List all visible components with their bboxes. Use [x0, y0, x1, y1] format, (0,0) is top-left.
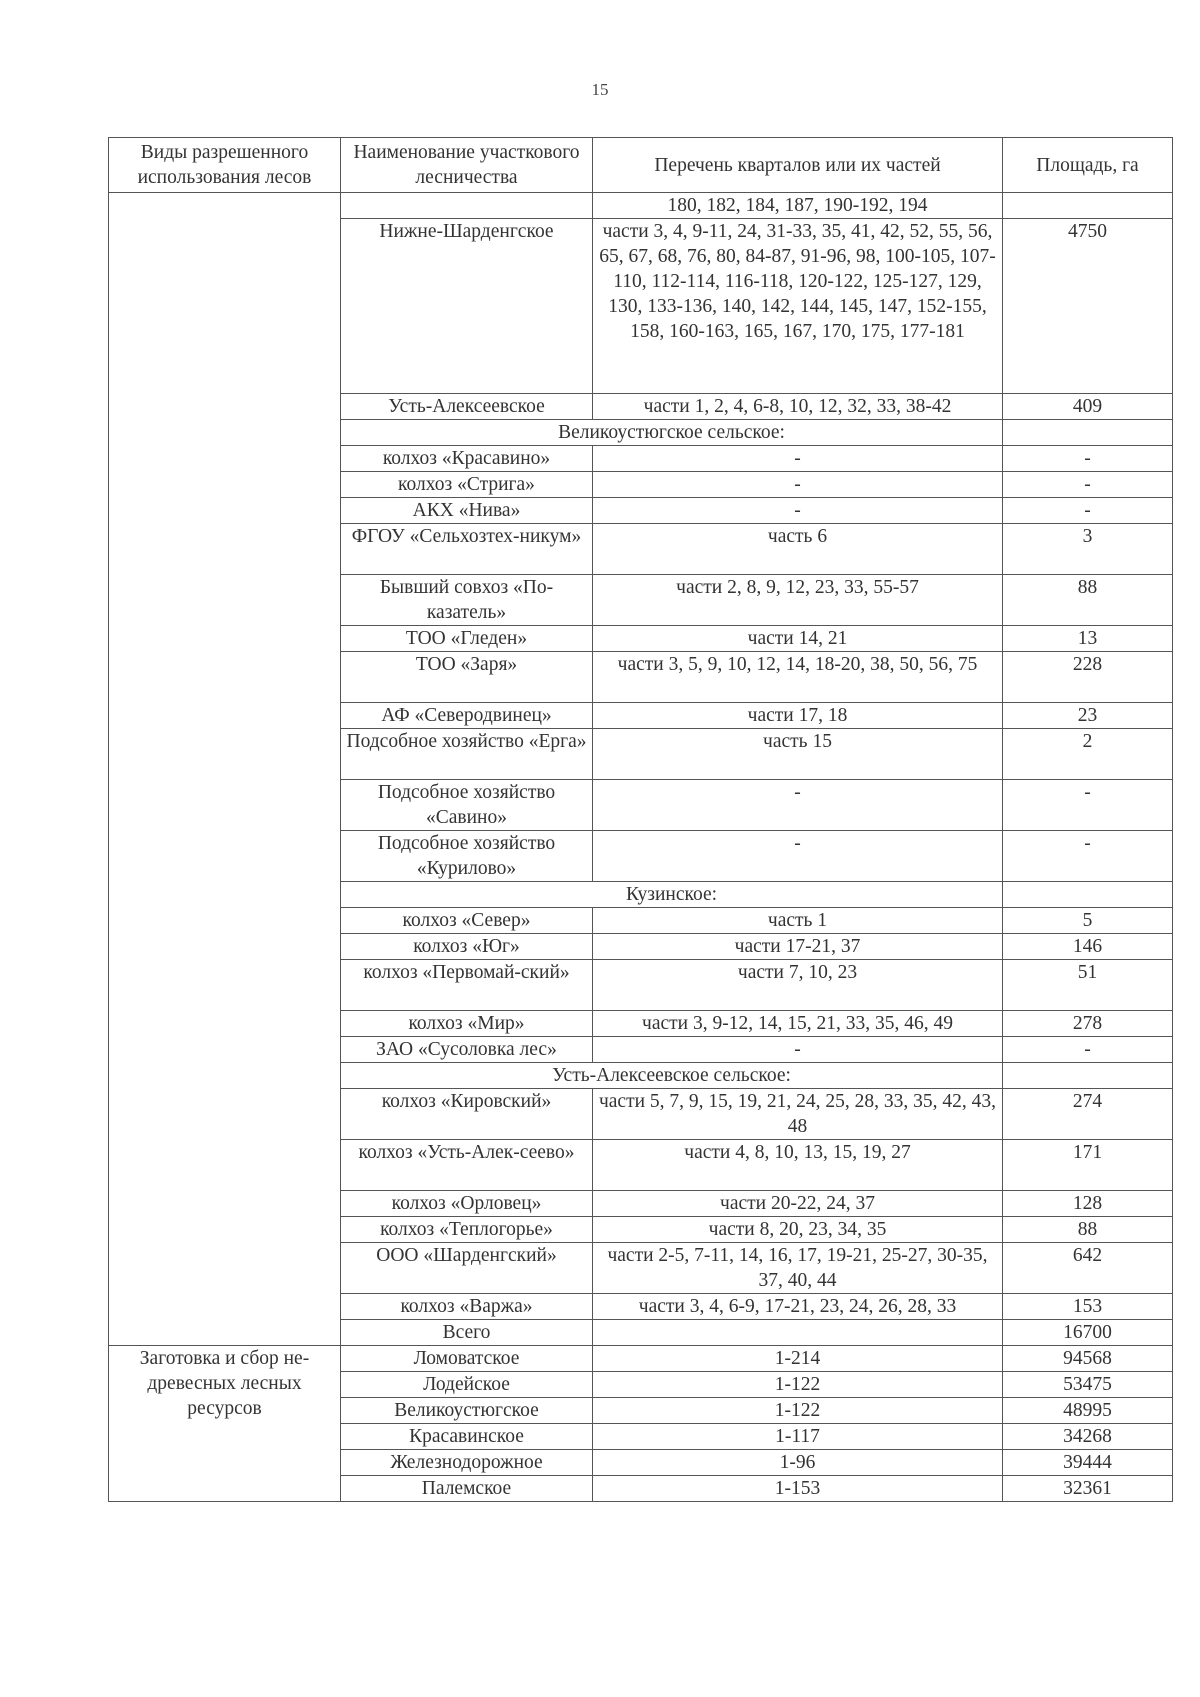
forest-use-table [108, 137, 1173, 1502]
quarters-cell: 180, 182, 184, 187, 190-192, 194 [593, 193, 1003, 219]
area-cell: 171 [1003, 1140, 1173, 1191]
forestry-cell: АКХ «Нива» [341, 498, 593, 524]
quarters-cell: части 14, 21 [593, 626, 1003, 652]
quarters-cell: части 8, 20, 23, 34, 35 [593, 1217, 1003, 1243]
area-cell: 153 [1003, 1294, 1173, 1320]
table-row [109, 1346, 1173, 1372]
quarters-cell: 1-96 [593, 1450, 1003, 1476]
forestry-cell: ТОО «Гледен» [341, 626, 593, 652]
area-cell: 409 [1003, 394, 1173, 420]
forestry-cell: колхоз «Север» [341, 908, 593, 934]
area-cell [1003, 193, 1173, 219]
forestry-cell: колхоз «Юг» [341, 934, 593, 960]
area-cell: 146 [1003, 934, 1173, 960]
area-cell: 2 [1003, 729, 1173, 780]
area-cell: - [1003, 831, 1173, 882]
area-cell: - [1003, 1037, 1173, 1063]
area-cell: 94568 [1003, 1346, 1173, 1372]
total-quarters-cell [593, 1320, 1003, 1346]
area-cell: - [1003, 498, 1173, 524]
forestry-cell: Железнодорожное [341, 1450, 593, 1476]
forestry-cell [341, 193, 593, 219]
forestry-cell: колхоз «Стрига» [341, 472, 593, 498]
quarters-cell: части 3, 4, 6-9, 17-21, 23, 24, 26, 28, 33 [593, 1294, 1003, 1320]
quarters-cell: - [593, 780, 1003, 831]
forestry-cell: Подсобное хозяйство «Ерга» [341, 729, 593, 780]
section-heading: Усть-Алексеевское сельское: [341, 1063, 1003, 1089]
area-cell: 23 [1003, 703, 1173, 729]
table-header-row [109, 138, 1173, 193]
area-cell: 51 [1003, 960, 1173, 1011]
forestry-cell: Нижне-Шарденгское [341, 219, 593, 394]
quarters-cell: 1-117 [593, 1424, 1003, 1450]
quarters-cell: - [593, 1037, 1003, 1063]
quarters-cell: - [593, 831, 1003, 882]
area-cell: 642 [1003, 1243, 1173, 1294]
header-area: Площадь, га [1003, 138, 1173, 193]
area-cell: 128 [1003, 1191, 1173, 1217]
section-area-cell [1003, 420, 1173, 446]
forestry-cell: Бывший совхоз «По-казатель» [341, 575, 593, 626]
forestry-cell: Подсобное хозяйство «Курилово» [341, 831, 593, 882]
area-cell: - [1003, 472, 1173, 498]
area-cell: 228 [1003, 652, 1173, 703]
quarters-cell: часть 15 [593, 729, 1003, 780]
forestry-cell: Великоустюгское [341, 1398, 593, 1424]
area-cell: 34268 [1003, 1424, 1173, 1450]
forestry-cell: колхоз «Первомай-ский» [341, 960, 593, 1011]
quarters-cell: часть 1 [593, 908, 1003, 934]
area-cell: 278 [1003, 1011, 1173, 1037]
use-type-cell [109, 193, 341, 1346]
section-heading: Кузинское: [341, 882, 1003, 908]
section-area-cell [1003, 1063, 1173, 1089]
area-cell: 32361 [1003, 1476, 1173, 1502]
area-cell: 3 [1003, 524, 1173, 575]
header-forestry: Наименование участкового лесничества [341, 138, 593, 193]
area-cell: 4750 [1003, 219, 1173, 394]
forestry-cell: ФГОУ «Сельхозтех-никум» [341, 524, 593, 575]
section-area-cell [1003, 882, 1173, 908]
area-cell: 39444 [1003, 1450, 1173, 1476]
forestry-cell: Ломоватское [341, 1346, 593, 1372]
quarters-cell: части 17-21, 37 [593, 934, 1003, 960]
quarters-cell: части 2, 8, 9, 12, 23, 33, 55-57 [593, 575, 1003, 626]
forestry-cell: Подсобное хозяйство «Савино» [341, 780, 593, 831]
quarters-cell: части 3, 5, 9, 10, 12, 14, 18-20, 38, 50, 56, 75 [593, 652, 1003, 703]
forestry-cell: колхоз «Усть-Алек-сеево» [341, 1140, 593, 1191]
forestry-cell: Лодейское [341, 1372, 593, 1398]
forestry-cell: ЗАО «Сусоловка лес» [341, 1037, 593, 1063]
area-cell: 5 [1003, 908, 1173, 934]
area-cell: 48995 [1003, 1398, 1173, 1424]
total-area: 16700 [1003, 1320, 1173, 1346]
quarters-cell: 1-153 [593, 1476, 1003, 1502]
table-row [109, 193, 1173, 219]
quarters-cell: - [593, 498, 1003, 524]
total-label: Всего [341, 1320, 593, 1346]
forestry-cell: колхоз «Кировский» [341, 1089, 593, 1140]
area-cell: 53475 [1003, 1372, 1173, 1398]
header-use-type: Виды разрешенного использования лесов [109, 138, 341, 193]
area-cell: 274 [1003, 1089, 1173, 1140]
forestry-cell: Усть-Алексеевское [341, 394, 593, 420]
forestry-cell: Палемское [341, 1476, 593, 1502]
area-cell: - [1003, 780, 1173, 831]
quarters-cell: часть 6 [593, 524, 1003, 575]
quarters-cell: части 7, 10, 23 [593, 960, 1003, 1011]
quarters-cell: 1-122 [593, 1372, 1003, 1398]
forestry-cell: колхоз «Красавино» [341, 446, 593, 472]
forestry-cell: колхоз «Орловец» [341, 1191, 593, 1217]
area-cell: 13 [1003, 626, 1173, 652]
quarters-cell: - [593, 472, 1003, 498]
forestry-cell: Красавинское [341, 1424, 593, 1450]
quarters-cell: части 17, 18 [593, 703, 1003, 729]
area-cell: - [1003, 446, 1173, 472]
forestry-cell: ТОО «Заря» [341, 652, 593, 703]
quarters-cell: части 20-22, 24, 37 [593, 1191, 1003, 1217]
forestry-cell: АФ «Северодвинец» [341, 703, 593, 729]
forestry-cell: колхоз «Варжа» [341, 1294, 593, 1320]
section-heading: Великоустюгское сельское: [341, 420, 1003, 446]
forestry-cell: колхоз «Мир» [341, 1011, 593, 1037]
quarters-cell: 1-214 [593, 1346, 1003, 1372]
quarters-cell: - [593, 446, 1003, 472]
area-cell: 88 [1003, 575, 1173, 626]
quarters-cell: 1-122 [593, 1398, 1003, 1424]
quarters-cell: части 2-5, 7-11, 14, 16, 17, 19-21, 25-27, 30-35, 37, 40, 44 [593, 1243, 1003, 1294]
area-cell: 88 [1003, 1217, 1173, 1243]
quarters-cell: части 3, 4, 9-11, 24, 31-33, 35, 41, 42, 52, 55, 56, 65, 67, 68, 76, 80, 84-87, 91-96, 98, 100-105, 107-110, 112-114, 116-118, 120-122, 125-127, 129, 130, 133-136, 140, 142, 144, 145, 147, 152-155, 158, 160-163, 165, 167, 170, 175, 177-181 [593, 219, 1003, 394]
forestry-cell: колхоз «Теплогорье» [341, 1217, 593, 1243]
forestry-cell: ООО «Шарденгский» [341, 1243, 593, 1294]
quarters-cell: части 4, 8, 10, 13, 15, 19, 27 [593, 1140, 1003, 1191]
use-type-cell: Заготовка и сбор не-древесных лесных ресурсов [109, 1346, 341, 1502]
page-number: 15 [591, 80, 609, 99]
quarters-cell: части 1, 2, 4, 6-8, 10, 12, 32, 33, 38-42 [593, 394, 1003, 420]
quarters-cell: части 5, 7, 9, 15, 19, 21, 24, 25, 28, 33, 35, 42, 43, 48 [593, 1089, 1003, 1140]
header-quarters: Перечень кварталов или их частей [593, 138, 1003, 193]
quarters-cell: части 3, 9-12, 14, 15, 21, 33, 35, 46, 49 [593, 1011, 1003, 1037]
